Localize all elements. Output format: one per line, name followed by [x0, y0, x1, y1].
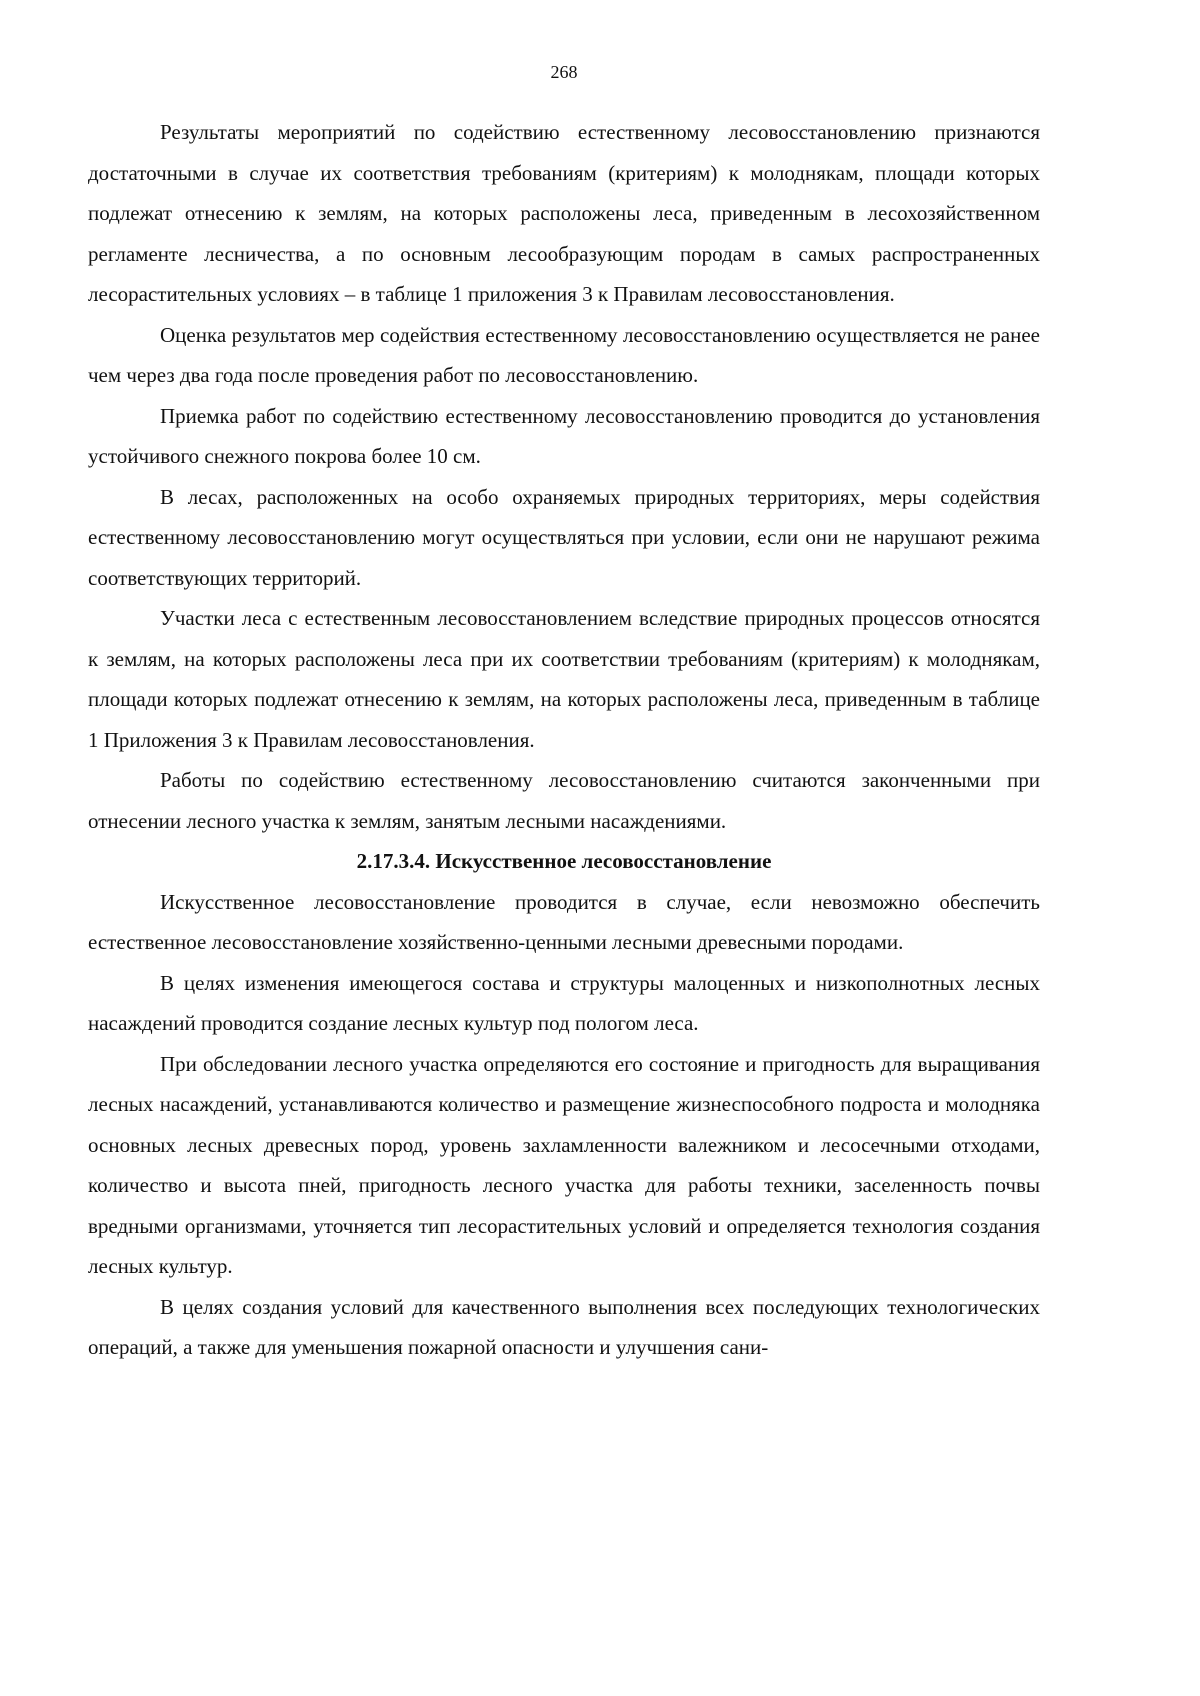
- page-number: 268: [550, 62, 578, 82]
- document-body: [88, 112, 1040, 1368]
- paragraph-technological-operations: В целях создания условий для качественного выполнения всех последующих технологических операций, а также для уменьшения пожарной опасности и улучшения сани-: [88, 1294, 1040, 1359]
- paragraph-natural-processes: Участки леса с естественным лесовосстановлением вследствие природных процессов относятся к землям, на которых расположены леса при их соответствии требованиям (критериям) к молоднякам, площади которых подлежат отнесению к землям, на которых расположены леса, приведенным в таблице 1 Приложения 3 к Правилам лесовосстановления.: [88, 606, 1040, 752]
- paragraph-acceptance-snow-cover: Приемка работ по содействию естественному лесовосстановлению проводится до установления устойчивого снежного покрова более 10 см.: [88, 403, 1040, 468]
- paragraph-results-criteria: Результаты мероприятий по содействию естественному лесовосстановлению признаются достаточными в случае их соответствия требованиям (критериям) к молоднякам, площади которых подлежат отнесению к землям, на которых расположены леса, приведенным в лесохозяйственном регламенте лесничества, а по основным лесообразующим породам в самых распространенных лесорастительных условиях – в таблице 1 приложения 3 к Правилам лесовосстановления.: [88, 120, 1040, 306]
- section-heading: 2.17.3.4. Искусственное лесовосстановление: [356, 849, 772, 873]
- paragraph-works-completed: Работы по содействию естественному лесовосстановлению считаются законченными при отнесении лесного участка к землям, занятым лесными насаждениями.: [88, 768, 1040, 833]
- paragraph-protected-territories: В лесах, расположенных на особо охраняемых природных территориях, меры содействия естественному лесовосстановлению могут осуществляться при условии, если они не нарушают режима соответствующих территорий.: [88, 484, 1040, 590]
- paragraph-under-canopy-cultures: В целях изменения имеющегося состава и структуры малоценных и низкополнотных лесных насаждений проводится создание лесных культур под пологом леса.: [88, 970, 1040, 1035]
- paragraph-site-survey: При обследовании лесного участка определяются его состояние и пригодность для выращивания лесных насаждений, устанавливаются количество и размещение жизнеспособного подроста и молодняка основных лесных древесных пород, уровень захламленности валежником и лесосечными отходами, количество и высота пней, пригодность лесного участка для работы техники, заселенность почвы вредными организмами, уточняется тип лесорастительных условий и определяется технология создания лесных культур.: [88, 1051, 1040, 1278]
- paragraph-assessment-timing: Оценка результатов мер содействия естественному лесовосстановлению осуществляется не ранее чем через два года после проведения работ по лесовосстановлению.: [88, 322, 1040, 387]
- paragraph-artificial-reforestation: Искусственное лесовосстановление проводится в случае, если невозможно обеспечить естественное лесовосстановление хозяйственно-ценными лесными древесными породами.: [88, 889, 1040, 954]
